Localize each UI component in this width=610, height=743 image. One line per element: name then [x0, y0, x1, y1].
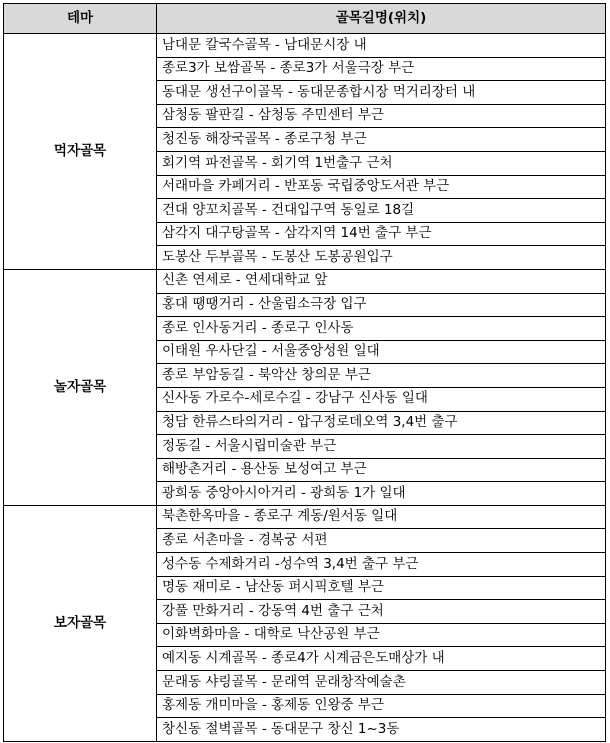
alley-cell: 이화벽화마을 - 대학로 낙산공원 부근 [157, 623, 606, 647]
alley-cell: 건대 양꼬치골목 - 건대입구역 동일로 18길 [157, 199, 606, 223]
alley-cell: 이태원 우사단길 - 서울중앙성원 일대 [157, 340, 606, 364]
alley-cell: 종로 부암동길 - 북악산 창의문 부근 [157, 364, 606, 388]
header-alley-name: 골목길명(위치) [157, 4, 606, 34]
alley-cell: 홍대 땡땡거리 - 산울림소극장 입구 [157, 293, 606, 317]
alley-cell: 청담 한류스타의거리 - 압구정로데오역 3,4번 출구 [157, 411, 606, 435]
alley-cell: 정동길 - 서울시립미술관 부근 [157, 435, 606, 459]
alley-table [3, 3, 606, 742]
alley-cell: 창신동 절벽골목 - 동대문구 창신 1~3동 [157, 718, 606, 742]
alley-cell: 북촌한옥마을 - 종로구 계동/원서동 일대 [157, 505, 606, 529]
alley-cell: 종로 인사동거리 - 종로구 인사동 [157, 317, 606, 341]
alley-cell: 삼각지 대구탕골목 - 삼각지역 14번 출구 부근 [157, 222, 606, 246]
alley-cell: 도봉산 두부골목 - 도봉산 도봉공원입구 [157, 246, 606, 270]
table-row [4, 269, 606, 293]
alley-cell: 신사동 가로수-세로수길 - 강남구 신사동 일대 [157, 387, 606, 411]
alley-cell: 신촌 연세로 - 연세대학교 앞 [157, 269, 606, 293]
theme-cell: 놀자골목 [4, 269, 157, 505]
alley-cell: 예지동 시계골목 - 종로4가 시계금은도매상가 내 [157, 647, 606, 671]
theme-cell: 먹자골목 [4, 34, 157, 270]
alley-cell: 강풀 만화거리 - 강동역 4번 출구 근처 [157, 600, 606, 624]
header-row [4, 4, 606, 34]
alley-cell: 종로3가 보쌈골목 - 종로3가 서울극장 부근 [157, 57, 606, 81]
table-body [4, 34, 606, 742]
theme-cell: 보자골목 [4, 505, 157, 741]
alley-cell: 명동 재미로 - 남산동 퍼시픽호텔 부근 [157, 576, 606, 600]
alley-cell: 청진동 해장국골목 - 종로구청 부근 [157, 128, 606, 152]
table-row [4, 34, 606, 58]
alley-cell: 성수동 수제화거리 -성수역 3,4번 출구 부근 [157, 553, 606, 577]
alley-cell: 서래마을 카페거리 - 반포동 국립중앙도서관 부근 [157, 175, 606, 199]
alley-cell: 홍제동 개미마을 - 홍제동 인왕중 부근 [157, 694, 606, 718]
alley-cell: 종로 서촌마을 - 경복궁 서편 [157, 529, 606, 553]
alley-cell: 광희동 중앙아시아거리 - 광희동 1가 일대 [157, 482, 606, 506]
alley-cell: 문래동 샤링골목 - 문래역 문래창작예술촌 [157, 671, 606, 695]
alley-cell: 삼청동 팔판길 - 삼청동 주민센터 부근 [157, 104, 606, 128]
alley-cell: 해방촌거리 - 용산동 보성여고 부근 [157, 458, 606, 482]
table-row [4, 505, 606, 529]
alley-cell: 회기역 파전골목 - 회기역 1번출구 근처 [157, 151, 606, 175]
header-theme: 테마 [4, 4, 157, 34]
alley-cell: 남대문 칼국수골목 - 남대문시장 내 [157, 34, 606, 58]
alley-cell: 동대문 생선구이골목 - 동대문종합시장 먹거리장터 내 [157, 81, 606, 105]
